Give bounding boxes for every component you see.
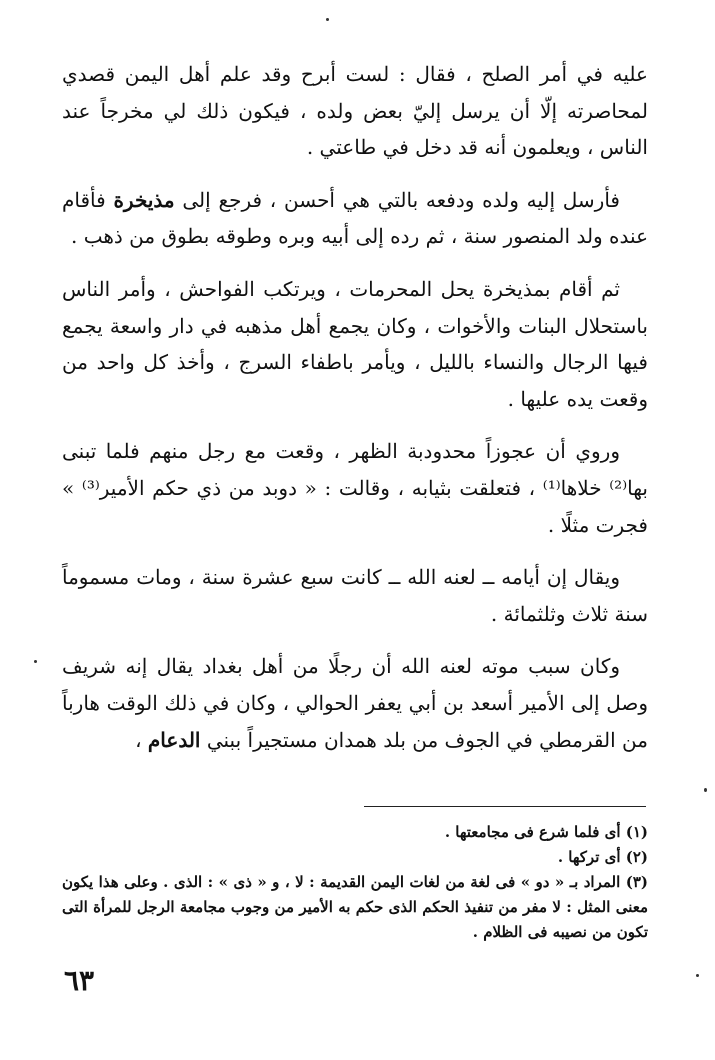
tribe-name-aldiam: الدعام xyxy=(147,727,201,752)
paragraph-2 xyxy=(62,182,648,255)
page-number: ٦٣ xyxy=(64,964,95,997)
footnote-1: (١) أى فلما شرع فى مجامعتها . xyxy=(444,823,648,841)
paragraph-6-text-before: وكان سبب موته لعنه الله أن رجلًا من أهل بغداد يقال إنه شريف وصل إلى الأمير أسعد بن أبي يعفر الحوالي ، وكان في ذلك الوقت هارباً من القرمطي في الجوف من بلد همدان مستجيراً ببني xyxy=(62,654,648,752)
paragraph-1: عليه في أمر الصلح ، فقال : لست أبرح وقد علم أهل اليمن قصدي لمحاصرته إلّا أن يرسل إليّ بعض ولده ، فيكون ذلك لي مخرجاً عند الناس ، ويعلمون أنه قد دخل في طاعتي . xyxy=(62,62,648,160)
place-name-mudhaykhira: مذيخرة xyxy=(113,187,175,212)
scan-speck xyxy=(34,660,37,663)
scan-speck xyxy=(696,974,699,977)
footnote-divider xyxy=(364,806,646,807)
paragraph-5 xyxy=(62,559,648,632)
footnote-3: (٣) المراد بـ « دو » فى لغة من لغات اليمن القديمة : لا ، و « ذى » : الذى . وعلى هذا يكون معنى المثل : لا مفر من تنفيذ الحكم الذى حكم به الأمير من وجوب مجامعة الرجل للمرأة التى تكون من نصيبه فى الظلام . xyxy=(62,873,648,941)
paragraph-4-text: وروي أن عجوزاً محدودبة الظهر ، وقعت مع رجل منهم فلما تبنى بها⁽²⁾ خلاها⁽¹⁾ ، فتعلقت بثيابه ، وقالت : « دوبد من ذي حكم الأمير⁽³⁾ » فجرت مثلًا . xyxy=(62,439,648,537)
main-text xyxy=(62,56,648,774)
paragraph-6-text-after: ، xyxy=(135,727,148,752)
footnote-2: (٢) أى تركها . xyxy=(557,848,648,866)
paragraph-3 xyxy=(62,271,648,417)
paragraph-4 xyxy=(62,433,648,543)
scan-speck xyxy=(704,788,707,792)
scan-speck xyxy=(326,18,329,21)
paragraph-6 xyxy=(62,648,648,758)
paragraph-2-text-after: فأقام عنده ولد المنصور سنة ، ثم رده إلى أبيه وبره وطوقه بطوق من ذهب . xyxy=(62,187,648,249)
paragraph-2-text-before: فأرسل إليه ولده ودفعه بالتي هي أحسن ، فرجع إلى xyxy=(174,187,620,212)
footnotes xyxy=(62,820,648,945)
paragraph-3-text: ثم أقام بمذيخرة يحل المحرمات ، ويرتكب الفواحش ، وأمر الناس باستحلال البنات والأخوات ، وكان يجمع أهل مذهبه في دار واسعة يجمع فيها الرجال والنساء بالليل ، ويأمر باطفاء السرج ، وأخذ كل واحد من وقعت يده عليها . xyxy=(62,276,648,411)
paragraph-5-text: ويقال إن أيامه ــ لعنه الله ــ كانت سبع عشرة سنة ، ومات مسموماً سنة ثلاث وثلثمائة . xyxy=(62,565,648,626)
